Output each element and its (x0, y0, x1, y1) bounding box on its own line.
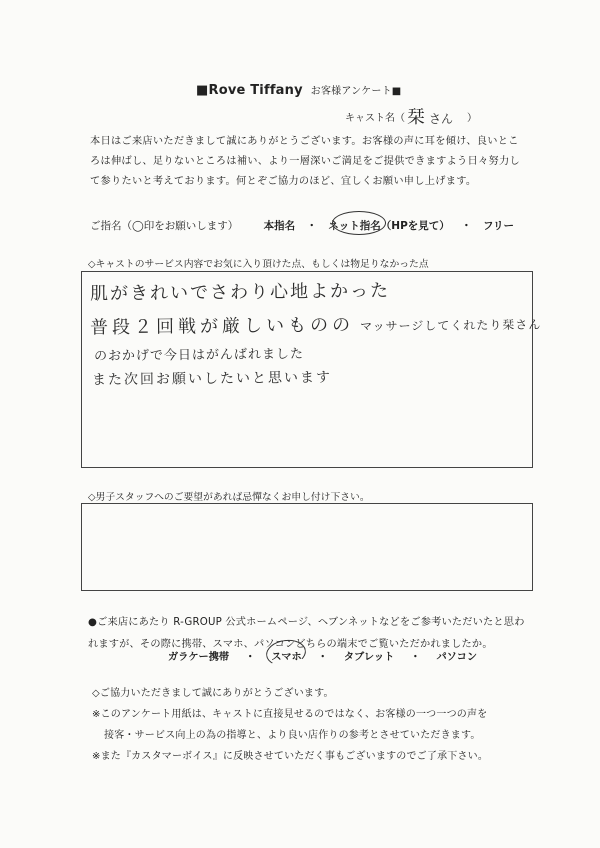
cast-name-line (345, 103, 477, 129)
nomination-row (90, 218, 514, 233)
footer-note-1: ※このアンケート用紙は、キャストに直接見せるのではなく、お客様の一つ一つの声を (92, 709, 488, 720)
intro-paragraph: 本日はご来店いただきまして誠にありがとうございます。お客様の声に耳を傾け、良いところは伸ばし、足りないところは補い、より一層深いご満足をご提供できますよう日々努力して参りたいと考えております。何とぞご協力のほど、宜しくお願い申し上げます。 (90, 136, 520, 187)
nomination-label: ご指名（◯印をお願いします） (90, 220, 239, 232)
option-smartphone[interactable]: スマホ (271, 652, 302, 663)
handwritten-line-1: 肌がきれいでさわり心地よかった (89, 280, 391, 305)
cast-label: キャスト名（ (345, 113, 405, 124)
separator-dot: ・ (410, 652, 421, 663)
device-options (168, 648, 477, 663)
rgroup-question: ●ご来店にあたり R-GROUP 公式ホームページ、ヘブンネットなどをご参考いただいたと思われますが、その際に携帯、スマホ、パソコンどちらの端末でご覧いただかれましたか。 (88, 617, 525, 650)
footer-notes (92, 683, 542, 767)
footer-thanks: ◇ご協力いただきまして誠にありがとうございます。 (92, 688, 334, 699)
option-tablet[interactable]: タブレット (343, 652, 395, 663)
section1-label: ◇キャストのサービス内容でお気に入り頂けた点、もしくは物足りなかった点 (88, 259, 429, 270)
option-free[interactable]: フリー (482, 220, 515, 232)
feedback-box-staff[interactable] (81, 503, 533, 591)
option-pc[interactable]: パソコン (436, 652, 478, 663)
footer-note-2: ※また『カスタマーボイス』に反映させていただく事もございますのでご了承下さい。 (92, 751, 489, 762)
option-net-shimei[interactable]: ネット指名（HPを見て） (328, 220, 450, 232)
handwritten-line-2 (90, 309, 542, 340)
survey-title (196, 82, 401, 98)
option-hon-shimei[interactable]: 本指名 (263, 220, 296, 232)
survey-subtitle: お客様アンケート■ (310, 86, 402, 97)
handwritten-line-2a: 普段２回戦が厳しいものの (89, 314, 355, 339)
separator-dot: ・ (317, 652, 328, 663)
cast-close: ） (467, 113, 478, 124)
separator-dot: ・ (461, 220, 472, 232)
separator-dot: ・ (306, 220, 317, 232)
handwritten-line-4: また次回お願いしたいと思います (91, 369, 333, 389)
store-name: ■Rove Tiffany (196, 83, 303, 98)
footer-note-1-cont: 接客・サービス向上の為の指導と、より良い店作りの参考とさせていただきます。 (104, 730, 481, 741)
handwritten-line-2b: マッサージしてくれたり栞さん (359, 317, 542, 334)
separator-dot: ・ (245, 652, 256, 663)
cast-name-handwritten: 栞 (407, 107, 425, 128)
section2-label: ◇男子スタッフへのご要望があれば忌憚なくお申し付け下さい。 (88, 492, 370, 503)
handwritten-circle-mark (332, 211, 386, 235)
option-garake[interactable]: ガラケー携帯 (168, 652, 230, 663)
cast-suffix-handwritten: さん (429, 112, 454, 126)
handwritten-line-3: のおかげで今日はがんばれました (93, 346, 305, 365)
